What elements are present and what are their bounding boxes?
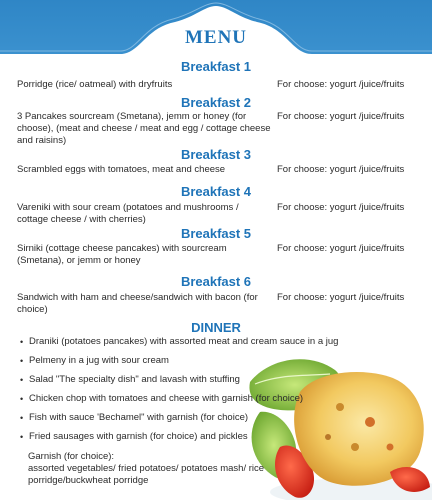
- breakfast-6-choice: For choose: yogurt /juice/fruits: [277, 292, 405, 303]
- dinner-item-label: Pelmeny in a jug with sour cream: [29, 355, 169, 366]
- dinner-item-label: Fried sausages with garnish (for choice) and pickles: [29, 431, 248, 442]
- list-item: [20, 431, 360, 450]
- garnish-label: Garnish (for choice):: [28, 451, 115, 462]
- bullet-icon: •: [20, 375, 24, 385]
- breakfast-3-choice: For choose: yogurt /juice/fruits: [277, 164, 405, 175]
- dinner-heading: DINNER: [191, 320, 241, 335]
- breakfast-2-choice: For choose: yogurt /juice/fruits: [277, 111, 405, 122]
- breakfast-3-heading: Breakfast 3: [180, 147, 252, 162]
- bullet-icon: •: [20, 413, 24, 423]
- breakfast-1-heading: Breakfast 1: [180, 59, 252, 74]
- breakfast-1-description: Porridge (rice/ oatmeal) with dryfruits: [17, 79, 173, 90]
- list-item: [20, 355, 360, 374]
- bullet-icon: •: [20, 356, 24, 366]
- bullet-icon: •: [20, 394, 24, 404]
- breakfast-4-choice: For choose: yogurt /juice/fruits: [277, 202, 405, 213]
- menu-title: MENU: [184, 27, 248, 48]
- list-item: [20, 374, 360, 393]
- breakfast-1-choice: For choose: yogurt /juice/fruits: [277, 79, 405, 90]
- dinner-item-label: Draniki (potatoes pancakes) with assorted meat and cream sauce in a jug: [29, 336, 339, 347]
- bullet-icon: •: [20, 432, 24, 442]
- dinner-item-label: Fish with sauce 'Bechamel" with garnish (for choice): [29, 412, 249, 423]
- breakfast-4-heading: Breakfast 4: [180, 184, 252, 199]
- list-item: [20, 393, 360, 412]
- breakfast-3-description: Scrambled eggs with tomatoes, meat and cheese: [17, 164, 226, 175]
- breakfast-5-description: Sirniki (cottage cheese pancakes) with sourcream (Smetana), or jemm or honey: [17, 243, 227, 266]
- breakfast-6-description: Sandwich with ham and cheese/sandwich with bacon (for choice): [17, 292, 258, 315]
- breakfast-2-heading: Breakfast 2: [180, 95, 252, 110]
- list-item: [20, 412, 360, 431]
- breakfast-4-description: Vareniki with sour cream (potatoes and mushrooms / cottage cheese / with cherries): [17, 202, 239, 225]
- bullet-icon: •: [20, 337, 24, 347]
- breakfast-6-heading: Breakfast 6: [180, 274, 252, 289]
- dinner-item-label: Salad "The specialty dish" and lavash with stuffing: [29, 374, 240, 385]
- list-item: [20, 336, 360, 355]
- breakfast-5-choice: For choose: yogurt /juice/fruits: [277, 243, 405, 254]
- dinner-item-label: Chicken chop with tomatoes and cheese with garnish (for choice): [29, 393, 304, 404]
- dinner-list: [20, 336, 360, 450]
- breakfast-2-description: 3 Pancakes sourcream (Smetana), jemm or honey (for choose), (meat and cheese / meat and egg / cottage cheese and raisins): [17, 111, 271, 146]
- garnish-note: [28, 451, 278, 487]
- breakfast-5-heading: Breakfast 5: [180, 226, 252, 241]
- garnish-options: assorted vegetables/ fried potatoes/ potatoes mash/ rice porridge/buckwheat porridge: [28, 463, 265, 486]
